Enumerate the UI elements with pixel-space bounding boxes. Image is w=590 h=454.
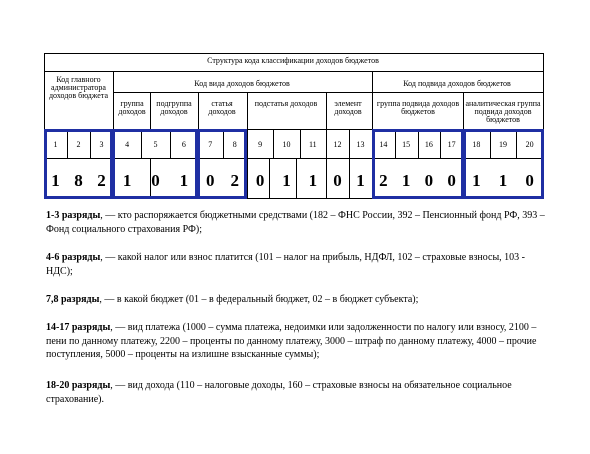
code-digit: 0: [333, 171, 342, 190]
header-article: статья доходов: [208, 99, 236, 116]
highlight-admin: [44, 129, 113, 199]
grid-line: [113, 92, 543, 93]
code-digit: 1: [282, 171, 291, 190]
header-subarticle: подстатья доходов: [254, 99, 318, 108]
header-analytic-group: аналитическая группа подвида доходов бюджетов: [465, 99, 541, 124]
note-18-20: 18-20 разряды, — вид дохода (110 – налоговые доходы, 160 – страховые взносы на обязательное социальное страхование).: [46, 380, 512, 405]
code-digit: 1: [472, 171, 481, 190]
position-number: 12: [333, 140, 342, 149]
position-number: 18: [472, 140, 481, 149]
position-number: 11: [308, 140, 317, 149]
position-number: 4: [125, 140, 130, 149]
position-number: 8: [232, 140, 237, 149]
highlight-income: [463, 129, 544, 199]
note-1-3: 1-3 разряды, — кто распоряжается бюджетными средствами (182 – ФНС России, 392 – Пенсионный фонд РФ, 393 – Фонд социального страхования РФ);: [46, 210, 545, 235]
code-digit: 2: [379, 171, 388, 190]
grid-line: [44, 71, 543, 72]
position-number: 1: [53, 140, 58, 149]
highlight-budget: [197, 129, 247, 199]
code-digit: 2: [97, 171, 106, 190]
note-14-17: 14-17 разряды, — вид платежа (1000 – сумма платежа, недоимки или задолженности по налогу или взносу, 2100 – пени по данному платежу, 2200 – проценты по данному платежу, 3000 – штраф по данному платежу, 4000 – прочие поступления, 5000 – проценты на излишне взысканные суммы);: [46, 322, 537, 360]
code-digit: 8: [74, 171, 83, 190]
position-number: 13: [356, 140, 365, 149]
position-number: 2: [76, 140, 81, 149]
highlight-payment: [372, 129, 464, 199]
highlight-tax: [112, 129, 198, 199]
position-number: 14: [379, 140, 388, 149]
code-digit: 1: [401, 171, 411, 190]
position-number: 19: [498, 140, 507, 149]
header-subkind-group: группа подвида доходов бюджетов: [376, 99, 460, 116]
header-group: группа доходов: [118, 99, 146, 116]
code-digit: 1: [356, 171, 365, 190]
code-digit: 1: [122, 171, 132, 190]
note-4-6: 4-6 разряды, — какой налог или взнос платится (101 – налог на прибыль, НДФЛ, 102 – страховые взносы, 103 - НДС);: [46, 252, 525, 277]
table-title: Структура кода классификации доходов бюджетов: [207, 56, 379, 65]
grid-line: [44, 53, 543, 54]
position-number: 5: [153, 140, 158, 149]
code-digit: 1: [498, 171, 508, 190]
code-digit: 0: [255, 171, 265, 190]
header-element: элемент доходов: [334, 99, 362, 116]
header-admin-code: Код главного администратора доходов бюджета: [48, 75, 108, 100]
code-digit: 0: [424, 171, 434, 190]
position-number: 7: [208, 140, 213, 149]
note-7-8: 7,8 разряды, — в какой бюджет (01 – в федеральный бюджет, 02 – в бюджет субъекта);: [46, 294, 419, 305]
header-subkind-code: Код подвида доходов бюджетов: [403, 79, 511, 88]
position-number: 6: [181, 140, 186, 149]
code-digit: 0: [525, 171, 534, 190]
code-digit: 1: [308, 171, 318, 190]
code-digit: 0: [206, 171, 215, 190]
position-number: 3: [99, 140, 104, 149]
position-number: 16: [424, 140, 433, 149]
position-number: 20: [525, 140, 534, 149]
code-digit: 1: [179, 171, 189, 190]
header-kind-code: Код вида доходов бюджетов: [194, 79, 290, 88]
position-number: 17: [447, 140, 456, 149]
code-digit: 2: [230, 171, 239, 190]
position-number: 9: [258, 140, 263, 149]
header-subgroup: подгруппа доходов: [156, 99, 192, 116]
position-number: 10: [282, 140, 291, 149]
grid-line: [247, 92, 248, 129]
code-digit: 1: [51, 171, 60, 190]
code-digit: 0: [151, 171, 160, 190]
code-digit: 0: [447, 171, 456, 190]
position-number: 15: [402, 140, 411, 149]
